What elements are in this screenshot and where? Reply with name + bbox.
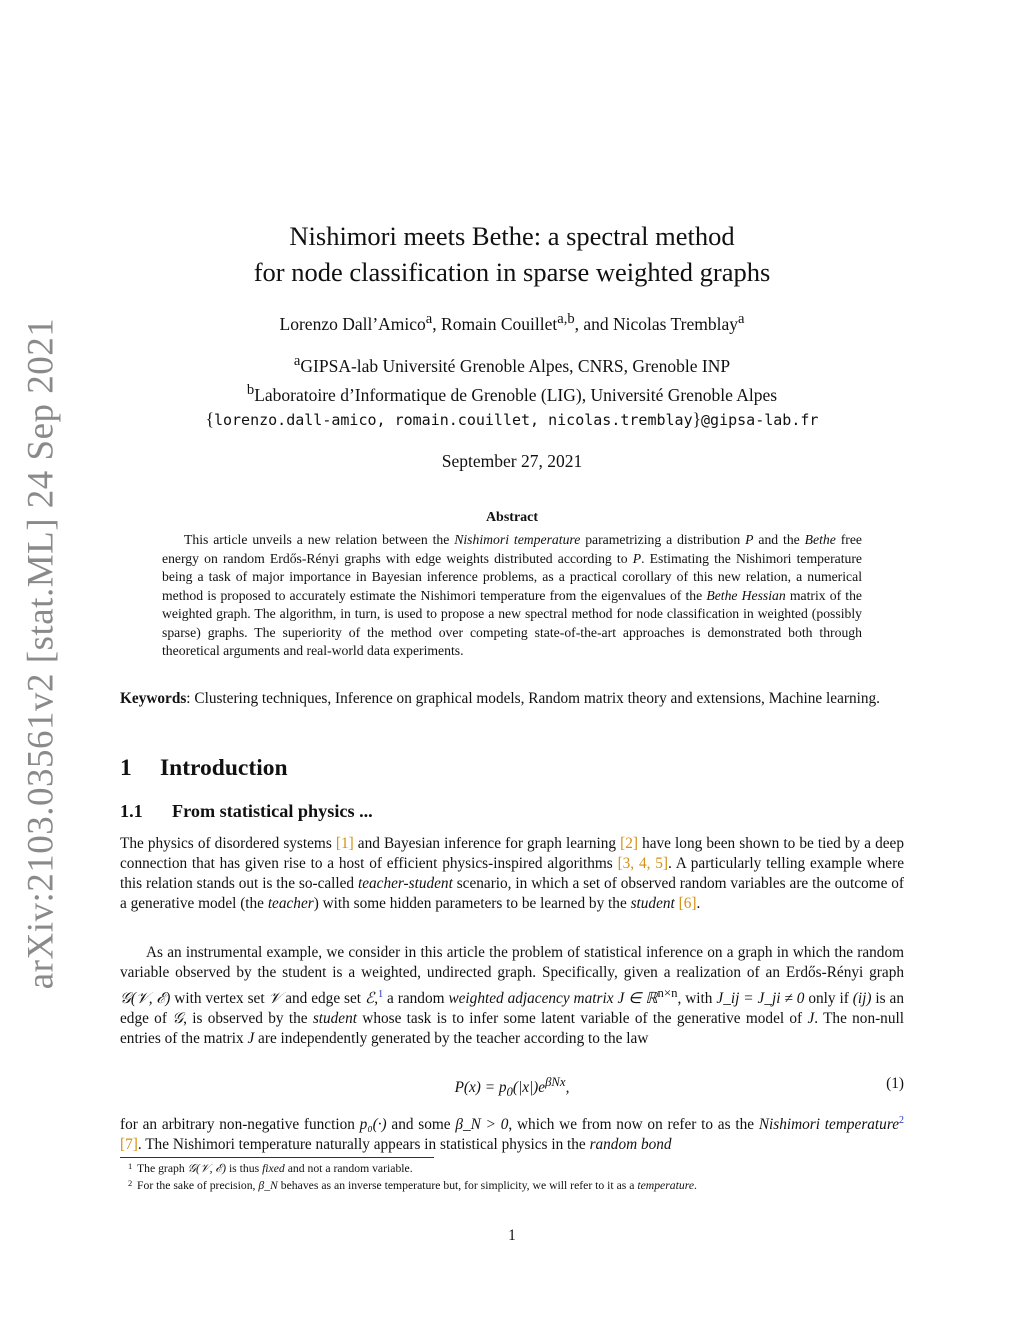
abstract-text: . Estimating the Nishimori temperature being a task of major importance in Bayesian inference problems, as a practical corollary of this new relation, a numerical method is proposed to accurately estimate the Nishimori temperature from the eigenvalues of the: [162, 550, 862, 603]
abstract-heading: Abstract: [485, 510, 539, 525]
paragraph-1: [120, 834, 904, 914]
keywords-text: : Clustering techniques, Inference on graphical models, Random matrix theory and extensions, Machine learning.: [186, 690, 880, 707]
abstract-math: P: [745, 532, 754, 547]
citation-link[interactable]: [2]: [620, 835, 638, 852]
section-heading: [120, 755, 288, 782]
emails-brace-close: }: [692, 408, 702, 429]
author-2-affil: a,b: [557, 311, 575, 327]
footnote-mark: 1: [128, 1161, 133, 1171]
footnote-math: 𝒢(𝒱, ℰ): [187, 1162, 227, 1175]
citation-link[interactable]: [1]: [335, 835, 354, 852]
author-1: Lorenzo Dall’Amico: [279, 313, 426, 334]
inline-math: J: [247, 1030, 255, 1048]
emails-domain: @gipsa-lab.fr: [701, 410, 819, 429]
paragraph-2: [120, 943, 904, 1049]
page-number: 1: [508, 1227, 516, 1244]
body-text: .: [696, 895, 701, 912]
affiliation-a: [120, 349, 904, 378]
abstract-text: This article unveils a new relation between the: [184, 532, 455, 547]
inline-math: ℰ: [365, 990, 375, 1008]
footnote-text: is thus: [226, 1162, 263, 1175]
footnote-text: .: [694, 1179, 697, 1192]
body-text: , which we from now on refer to as the: [508, 1116, 759, 1133]
body-text: The physics of disordered systems: [120, 835, 336, 852]
inline-math: p₀(·): [359, 1116, 387, 1133]
body-emph: weighted adjacency matrix: [448, 990, 614, 1008]
author-sep-1: ,: [432, 313, 442, 334]
affiliation-a-text: GIPSA-lab Université Grenoble Alpes, CNRS, Grenoble INP: [300, 355, 731, 376]
inline-math: 𝒱: [268, 990, 282, 1008]
subsection-heading: [120, 801, 373, 822]
body-text: ,: [374, 990, 379, 1008]
body-text: . The Nishimori temperature naturally appears in statistical physics in the: [137, 1136, 590, 1153]
arxiv-identifier: arXiv:2103.03561v2 [stat.ML] 24 Sep 2021: [20, 317, 62, 989]
body-emph: Nishimori temperature: [758, 1116, 899, 1133]
body-emph: student: [312, 1010, 358, 1028]
abstract-text: parametrizing a distribution: [580, 532, 746, 547]
publication-date: September 27, 2021: [441, 451, 583, 471]
section-title: Introduction: [160, 755, 288, 781]
body-text: only if: [804, 990, 853, 1008]
body-text: . A particularly telling example where this relation stands out is the so-called: [120, 855, 904, 892]
author-1-affil: a: [425, 311, 433, 327]
body-text: a random: [383, 990, 449, 1008]
citation-link[interactable]: [6]: [678, 895, 697, 912]
body-text: with vertex set: [170, 990, 269, 1008]
footnote-math: β_N: [258, 1179, 278, 1192]
abstract-text: matrix of the weighted graph. The algorithm, in turn, is used to propose a new spectral method for node classification in weighted (possibly sparse) graphs. The superiority of the method over competing state-of-the-art approaches is demonstrated both through theoretical arguments and real-world data experiments.: [162, 587, 862, 658]
author-list: [120, 311, 904, 335]
affiliation-b-mark: b: [246, 381, 255, 398]
subsection-title: From statistical physics ...: [172, 801, 373, 821]
paragraph-3: [120, 1111, 904, 1155]
author-2: Romain Couillet: [441, 313, 558, 334]
arxiv-side-stamp: [6, 317, 76, 989]
inline-math: 𝒢: [172, 1010, 184, 1028]
equation-1: [120, 1075, 904, 1100]
body-text: and Bayesian inference for graph learning: [353, 835, 621, 852]
abstract-math: P: [632, 550, 642, 566]
title-line-1: Nishimori meets Bethe: a spectral method: [289, 221, 735, 251]
section-number: 1: [120, 755, 132, 781]
footnote-emph: temperature: [637, 1179, 695, 1192]
inline-math: β_N > 0: [455, 1116, 509, 1133]
author-3-affil: a: [737, 311, 745, 327]
abstract-body: [162, 531, 862, 661]
body-text: , is observed by the: [183, 1010, 313, 1028]
footnote-text: behaves as an inverse temperature but, for simplicity, we will refer to it as a: [277, 1179, 638, 1192]
equation-exponent: βNx: [545, 1075, 566, 1089]
body-text: . The non-null entries of the matrix: [120, 1010, 904, 1048]
equation-subscript: 0: [506, 1085, 513, 1100]
emails-brace-open: {: [205, 408, 214, 429]
emails-list: lorenzo.dall-amico, romain.couillet, nicolas.tremblay: [213, 410, 693, 429]
body-text: , with: [677, 990, 717, 1008]
footnote-text: and not a random variable.: [284, 1162, 413, 1175]
body-text: for an arbitrary non-negative function: [120, 1116, 360, 1133]
body-text: ) with some hidden parameters to be learned by the: [313, 895, 631, 912]
subsection-number: 1.1: [120, 801, 143, 821]
title-line-2: for node classification in sparse weighted graphs: [253, 257, 771, 287]
abstract-emph: Bethe: [804, 532, 836, 547]
inline-math: 𝒢(𝒱, ℰ): [120, 990, 171, 1008]
equation-end: ,: [565, 1079, 570, 1097]
footnote-mark: 2: [128, 1178, 133, 1188]
affiliation-b: [120, 378, 904, 407]
citation-link[interactable]: [3, 4, 5]: [617, 855, 668, 872]
affiliation-a-mark: a: [293, 353, 301, 369]
body-text: are independently generated by the teacher according to the law: [254, 1030, 649, 1048]
body-text: and some: [386, 1116, 456, 1133]
keywords-label: Keywords: [120, 690, 187, 707]
footnote-text: The graph: [137, 1162, 188, 1175]
footnote-emph: fixed: [262, 1162, 285, 1175]
citation-link[interactable]: [7]: [120, 1136, 138, 1153]
inline-math: (ij): [852, 990, 872, 1008]
affiliations: [120, 349, 904, 432]
affiliation-b-text: Laboratoire d’Informatique de Grenoble (LIG), Université Grenoble Alpes: [254, 384, 778, 405]
inline-math: J_ij = J_ji ≠ 0: [716, 990, 805, 1008]
inline-math: J: [807, 1010, 815, 1028]
footnote-divider: [120, 1157, 434, 1158]
abstract-text: free energy on random Erdős-Rényi graphs with edge weights distributed according to: [162, 532, 862, 566]
body-emph: teacher-student: [357, 875, 453, 892]
body-text: scenario, in which a set of observed random variables are the outcome of a generative model (the: [120, 875, 904, 912]
footnote-text: For the sake of precision,: [137, 1179, 259, 1192]
author-3: Nicolas Tremblay: [613, 313, 738, 334]
body-emph: student: [630, 895, 675, 912]
equation-lhs: P(x) = p: [454, 1079, 507, 1097]
body-text: and edge set: [281, 990, 365, 1008]
body-text: As an instrumental example, we consider in this article the problem of statistical inference on a graph in which the random variable observed by the student is a weighted, undirected graph. Specifically, given a realization of an Erdős-Rényi graph: [120, 944, 904, 981]
equation-number: (1): [886, 1075, 904, 1092]
abstract-emph: Nishimori temperature: [454, 532, 581, 547]
author-sep-2: , and: [574, 313, 614, 334]
footnote-1: [128, 1161, 905, 1177]
inline-math-sup: n×n: [657, 986, 678, 1000]
keywords: [120, 689, 904, 709]
abstract-text: and the: [753, 532, 805, 547]
paper-title: [120, 218, 904, 290]
body-emph: teacher: [267, 895, 314, 912]
body-text: is an edge of: [120, 990, 904, 1028]
inline-math: J ∈ ℝ: [617, 990, 658, 1008]
body-text: have long been shown to be tied by a deep connection that has given rise to a host of efficient physics-inspired algorithms: [120, 835, 904, 872]
author-emails: [120, 407, 904, 432]
footnote-ref[interactable]: 1: [378, 989, 384, 1001]
equation-mid: (|x|)e: [512, 1079, 546, 1097]
body-text: whose task is to infer some latent variable of the generative model of: [357, 1010, 808, 1028]
footnote-ref[interactable]: 2: [899, 1115, 904, 1126]
abstract-emph: Bethe Hessian: [706, 587, 786, 603]
footnote-2: [128, 1178, 905, 1194]
body-emph: random bond: [589, 1136, 672, 1153]
